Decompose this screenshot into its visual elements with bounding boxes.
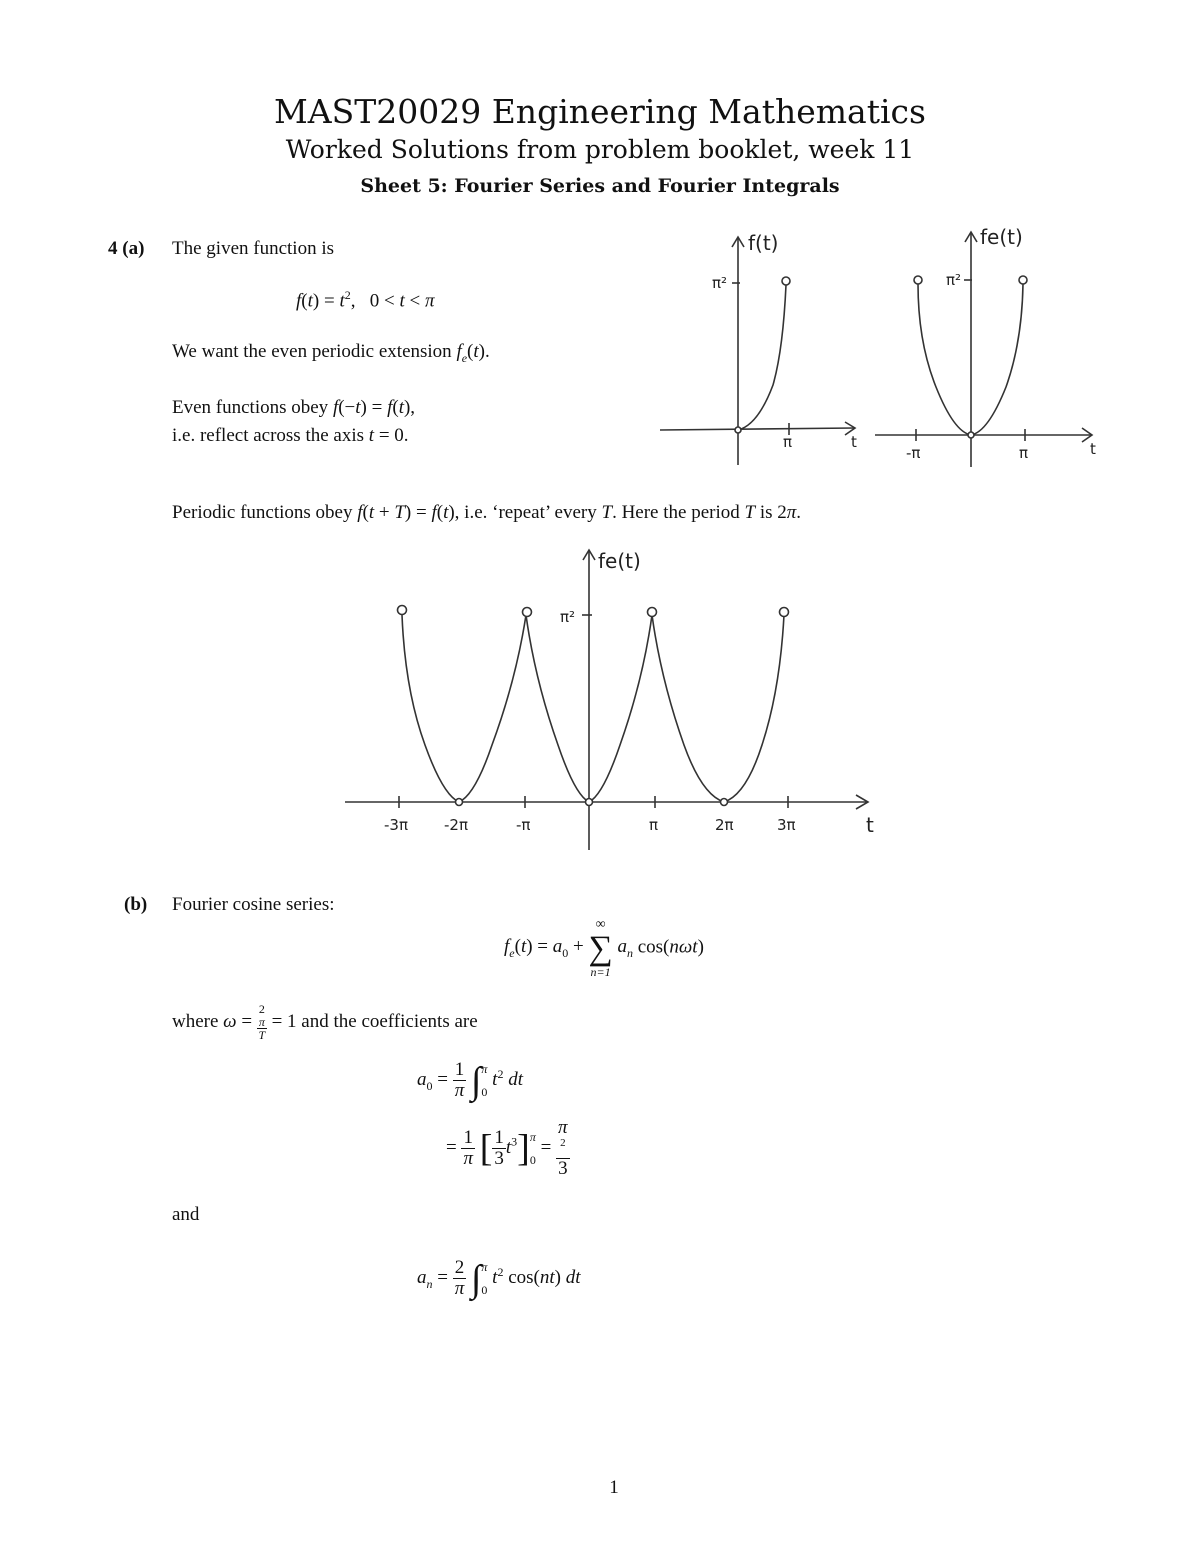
even-rule-line2: i.e. reflect across the axis t = 0. xyxy=(172,425,409,446)
x-tick-label-pi: π xyxy=(649,816,659,834)
figure-f-t xyxy=(655,225,870,475)
omega-definition: where ω = 2 π T = 1 and the coefficients are xyxy=(172,1002,478,1043)
x-tick-label-neg-2pi: -2π xyxy=(444,816,468,834)
a0-result: = $\frac{1}{\pi}$ [ $\frac{1}{3}$ $t^3$] π 0 = π $^2$ 3 xyxy=(446,1117,568,1180)
periodic-rule: Periodic functions obey f(t + T) = f(t), i.e. ‘repeat’ every T. Here the period T is 2π. xyxy=(172,502,802,523)
x-axis xyxy=(660,428,855,430)
zero-point-neg-2pi xyxy=(456,799,463,806)
y-tick-label: π² xyxy=(560,608,576,626)
figure-fe-t-single xyxy=(870,222,1105,472)
question-label-4a: 4 (a) xyxy=(108,238,145,259)
even-rule-line1: Even functions obey f(−t) = f(t), xyxy=(172,397,416,418)
sheet-heading: Sheet 5: Fourier Series and Fourier Integrals xyxy=(360,175,840,197)
open-endpoint-left xyxy=(398,606,407,615)
document-subtitle: Worked Solutions from problem booklet, week 11 xyxy=(285,135,915,164)
y-tick-label: π² xyxy=(712,274,728,292)
origin-point xyxy=(735,427,741,433)
y-axis-label: fe(t) xyxy=(980,225,1023,249)
x-tick-label-neg-3pi: -3π xyxy=(384,816,408,834)
x-tick-label-pi: π xyxy=(1019,444,1029,462)
x-tick-label-neg-pi: -π xyxy=(516,816,531,834)
even-extension-sentence: We want the even periodic extension $f_e(t)$. xyxy=(172,341,490,365)
y-axis-label: f(t) xyxy=(748,231,779,255)
x-tick-label-3pi: 3π xyxy=(777,816,796,834)
zero-point-2pi xyxy=(721,799,728,806)
open-endpoint-right xyxy=(1019,276,1027,284)
a0-integral: $a_0$ = $\frac{1}{\pi}$ ∫ π 0 $t^2$ dt xyxy=(417,1059,523,1102)
an-integral: $a_n$ = $\frac{2}{\pi}$ ∫ π 0 $t^2$ cos(nt) dt xyxy=(417,1257,581,1300)
peak-point-pi xyxy=(648,608,657,617)
x-axis-label: t xyxy=(866,813,874,837)
document-title: MAST20029 Engineering Mathematics xyxy=(274,92,926,131)
x-tick-label: π xyxy=(783,433,793,451)
part-a-intro: The given function is xyxy=(172,238,334,259)
figure-fe-t-periodic xyxy=(340,540,890,855)
part-b-intro: Fourier cosine series: xyxy=(172,894,335,915)
and-text: and xyxy=(172,1204,200,1225)
parabola-curve xyxy=(738,285,786,430)
open-endpoint-left xyxy=(914,276,922,284)
open-endpoint-right xyxy=(780,608,789,617)
x-axis-label: t xyxy=(1090,440,1096,458)
x-tick-label-neg-pi: -π xyxy=(906,444,921,462)
zero-point-origin xyxy=(586,799,593,806)
peak-point-neg-pi xyxy=(523,608,532,617)
page-number: 1 xyxy=(609,1477,619,1498)
cosine-series-equation: $f_e(t) = a_0$ + ∞ ∑ n=1 $a_n$ cos(nωt) xyxy=(504,917,704,979)
y-axis-label: fe(t) xyxy=(598,549,641,573)
y-tick-label: π² xyxy=(946,271,962,289)
function-definition: $f(t) = t^2$, 0 < t < π xyxy=(296,288,435,312)
open-endpoint xyxy=(782,277,790,285)
origin-point xyxy=(968,432,974,438)
x-tick-label-2pi: 2π xyxy=(715,816,734,834)
x-axis-label: t xyxy=(851,433,857,451)
periodic-curve xyxy=(402,615,784,802)
question-label-b: (b) xyxy=(124,894,148,915)
